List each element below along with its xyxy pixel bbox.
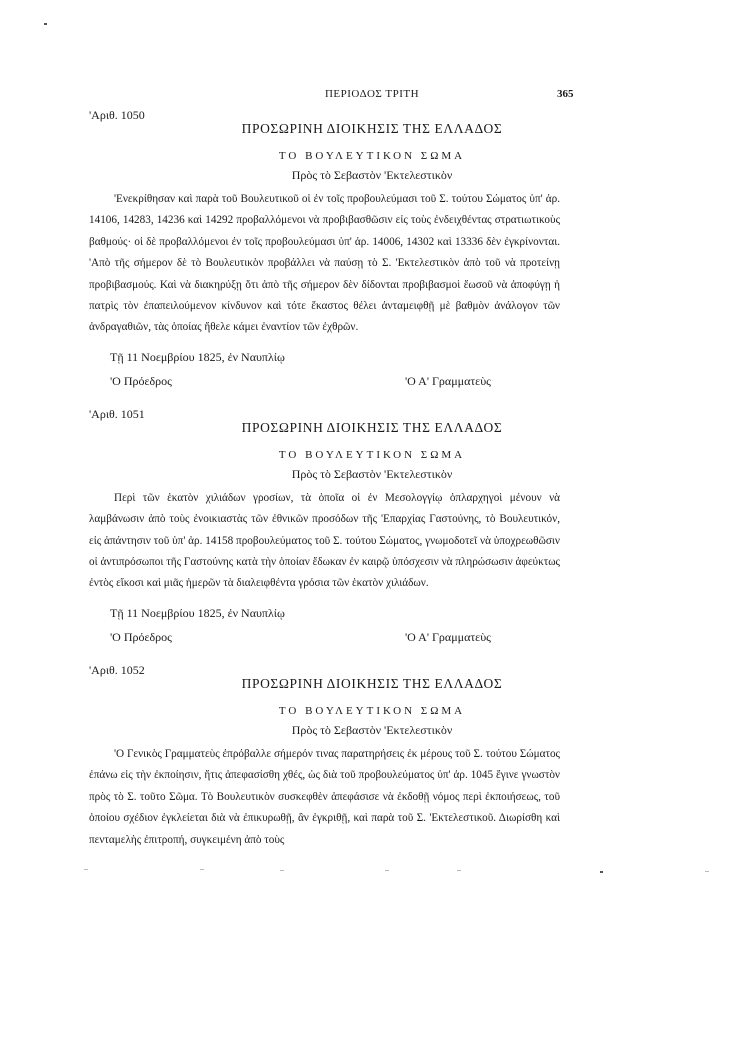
entry-addressee: Πρὸς τὸ Σεβαστὸν 'Εκτελεστικὸν (291, 168, 453, 182)
entry-body: Περὶ τῶν ἑκατὸν χιλιάδων γροσίων, τὰ ὁποῖα οἱ ἐν Μεσολογγίῳ ὁπλαρχηγοὶ μένουν νὰ λαμβάνωσιν ἀπὸ τοὺς ἐνοικιαστὰς τῶν ἐθνικῶν προσόδων τῆς 'Επαρχίας Γαστούνης, τὸ Βουλευτικόν, εἰς ἀπάντησιν τοῦ ὑπ' ἀρ. 14158 προβουλεύματος τοῦ Σ. τούτου Σώματος, γνωμοδοτεῖ νὰ ὑποχρεωθῶσιν οἱ ἀντιπρόσωποι τῆς Γαστούνης κατὰ τὴν ὁποίαν ἔδωκαν ἐν καιρῷ ὑπόσχεσιν νὰ πληρώσωσιν ἀφεύκτως ἐντὸς εἴκοσι καὶ μιᾶς ἡμερῶν τὰ διαλειφθέντα γρόσια τῶν ἑκατὸν χιλιάδων. (89, 491, 560, 590)
scan-mark (600, 871, 603, 873)
scan-specks (0, 861, 744, 881)
entry (89, 663, 560, 851)
entry-body: 'Ο Γενικὸς Γραμματεὺς ἐπρόβαλλε σήμερόν τινας παρατηρήσεις ἐκ μέρους τοῦ Σ. τούτου Σώματος ἐπάνω εἰς τὴν ἐκποίησιν, ἥτις ἀπεφασίσθη χθές, ὡς διὰ τοῦ προβουλεύματος ὑπ' ἀρ. 1045 ἔγινε γνωστὸν πρὸς τὸ Σ. τοῦτο Σῶμα. Τὸ Βουλευτικὸν συσκεφθὲν ἀπεφάσισε νὰ ἐκδοθῇ νόμος περὶ ἐκποιήσεως, τοῦ ὁποίου σχέδιον ἐγκλείεται διὰ νὰ ἐπικυρωθῇ, ἂν ἐγκριθῇ, καὶ παρὰ τοῦ Σ. 'Εκτελεστικοῦ. Διωρίσθη καὶ πενταμελὴς ἐπιτροπή, συγκειμένη ἀπὸ τοὺς (89, 747, 560, 846)
entry-subheading: ΤΟ ΒΟΥΛΕΥΤΙΚΟΝ ΣΩΜΑ (278, 150, 466, 162)
running-head: ΠΕΡΙΟΔΟΣ ΤΡΙΤΗ (324, 88, 420, 100)
entry (89, 407, 560, 645)
entry-number: 'Αριθ. 1050 (89, 108, 145, 122)
signer-president: 'Ο Πρόεδρος (110, 629, 172, 644)
scan-speck (385, 870, 389, 871)
page-header (0, 88, 744, 108)
scan-speck (705, 871, 709, 872)
entry-addressee: Πρὸς τὸ Σεβαστὸν 'Εκτελεστικὸν (291, 466, 453, 481)
signer-secretary: 'Ο Α' Γραμματεὺς (405, 373, 491, 388)
entry-heading: ΠΡΟΣΩΡΙΝΗ ΔΙΟΙΚΗΣΙΣ ΤΗΣ ΕΛΛΑΔΟΣ (241, 419, 503, 435)
entry (89, 108, 560, 389)
scan-speck (84, 869, 88, 870)
entry-heading: ΠΡΟΣΩΡΙΝΗ ΔΙΟΙΚΗΣΙΣ ΤΗΣ ΕΛΛΑΔΟΣ (241, 121, 503, 136)
entry-heading: ΠΡΟΣΩΡΙΝΗ ΔΙΟΙΚΗΣΙΣ ΤΗΣ ΕΛΛΑΔΟΣ (241, 675, 503, 691)
entry-number: 'Αριθ. 1052 (89, 662, 145, 677)
signer-secretary: 'Ο Α' Γραμματεὺς (405, 629, 491, 644)
entry-addressee: Πρὸς τὸ Σεβαστὸν 'Εκτελεστικὸν (291, 722, 453, 737)
signature-row (89, 373, 560, 389)
scan-speck (457, 870, 461, 871)
signer-president: 'Ο Πρόεδρος (110, 373, 172, 388)
entry-subheading: ΤΟ ΒΟΥΛΕΥΤΙΚΟΝ ΣΩΜΑ (278, 448, 466, 461)
entry-number: 'Αριθ. 1051 (89, 406, 145, 421)
entry-date: Τῇ 11 Νοεμβρίου 1825, ἐν Ναυπλίῳ (110, 605, 285, 620)
entry-body: 'Ενεκρίθησαν καὶ παρὰ τοῦ Βουλευτικοῦ οἱ ἐν τοῖς προβουλεύμασι τοῦ Σ. τούτου Σώματος ὑπ' ἀρ. 14106, 14283, 14236 καὶ 14292 προβαλλόμενοι νὰ προβιβασθῶσιν εἰς τοὺς ἐνδειχθέντας στρατιωτικοὺς βαθμούς· οἱ δὲ προβαλλόμενοι ἐν τοῖς προβουλεύμασι ὑπ' ἀρ. 14006, 14302 καὶ 13336 δὲν ἐγκρίνονται. 'Απὸ τῆς σήμερον δὲ τὸ Βουλευτικὸν προβάλλει νὰ παύσῃ τὸ Σ. 'Εκτελεστικὸν ἀπὸ τοῦ νὰ προτείνῃ προβιβασμούς. Καὶ νὰ διακηρύξῃ ὅτι ἀπὸ τῆς σήμερον δὲν δίδονται προβιβασμοὶ ἕωσοῦ νὰ ἀποφύγῃ ἡ πατρὶς τὸν ἐπαπειλούμενον κίνδυνον καὶ τότε ἕκαστος θέλει ἀνταμειφθῇ μὲ βαθμὸν ἀνάλογον τῶν ἀνδραγαθιῶν, τὰς ὁποίας ἤθελε κάμει ἐναντίον τῶν ἐχθρῶν. (89, 193, 560, 334)
entry-date: Τῇ 11 Νοεμβρίου 1825, ἐν Ναυπλίῳ (110, 349, 285, 364)
scan-speck (280, 870, 284, 871)
signature-row (89, 629, 560, 645)
entry-subheading: ΤΟ ΒΟΥΛΕΥΤΙΚΟΝ ΣΩΜΑ (278, 704, 466, 717)
page-number: 365 (557, 88, 574, 100)
scan-speck (200, 869, 204, 870)
